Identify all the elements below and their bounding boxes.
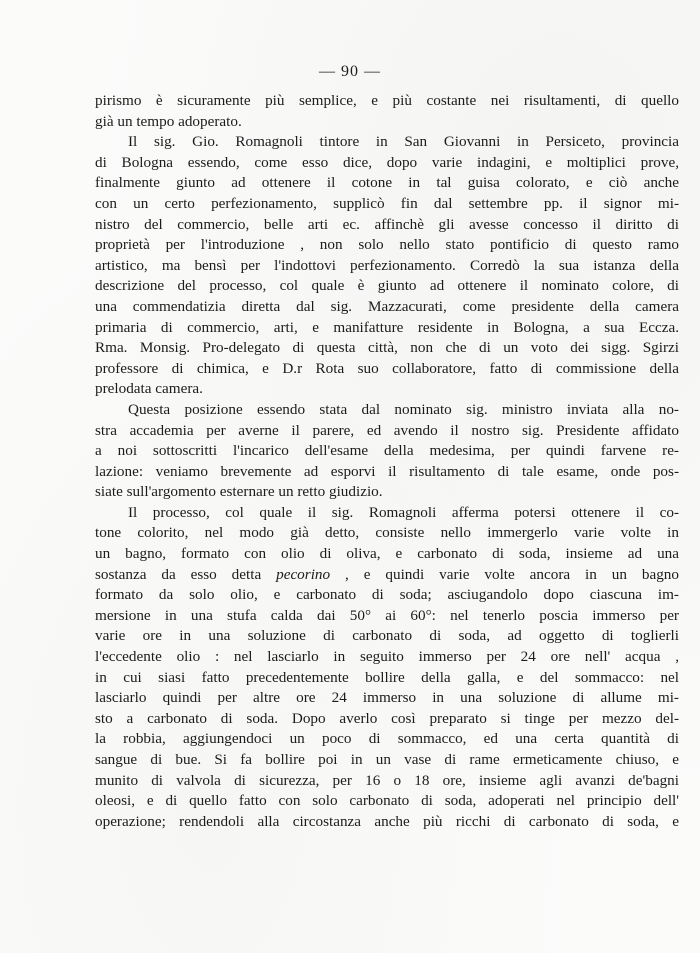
text-line: formato da solo olio, e carbonato di soda; asciugandolo dopo ciascuna im- — [95, 586, 679, 604]
text-line: lasciarlo quindi per altre ore 24 immerso in una soluzione di allume mi- — [95, 689, 679, 707]
text-span: sostanza da esso detta — [95, 565, 277, 583]
text-line: primaria di commercio, arti, e manifatture residente in Bologna, a sua Eccza. — [95, 318, 679, 336]
text-line: Il processo, col quale il sig. Romagnoli afferma potersi ottenere il co- — [128, 503, 679, 521]
text-span: , e quindi varie volte ancora in un bagno — [330, 565, 679, 583]
text-line: una commendatizia diretta dal sig. Mazzacurati, come presidente della camera — [95, 297, 679, 315]
text-line: nistro del commercio, belle arti ec. affinchè gli avesse concesso il diritto di — [95, 215, 679, 233]
text-line: oleosi, e di quello fatto con solo carbonato di soda, adoperati nel principio dell' — [95, 792, 679, 810]
text-line: proprietà per l'introduzione , non solo nello stato pontificio di questo ramo — [95, 236, 679, 254]
text-line: munito di valvola di sicurezza, per 16 o 18 ore, insieme agli avanzi de'bagni — [95, 771, 679, 789]
text-line: Questa posizione essendo stata dal nominato sig. ministro inviata alla no- — [128, 400, 679, 418]
text-line: un bagno, formato con olio di oliva, e carbonato di soda, insieme ad una — [95, 545, 679, 563]
text-line: tone colorito, nel modo già detto, consiste nello immergerlo varie volte in — [95, 524, 679, 542]
text-line: prelodata camera. — [95, 380, 203, 398]
text-line: mersione in una stufa calda dai 50° ai 60°: nel tenerlo poscia immerso per — [95, 606, 679, 624]
text-line — [95, 565, 679, 586]
text-line: di Bologna essendo, come esso dice, dopo varie indagini, e moltiplici prove, — [95, 153, 679, 171]
text-line: a noi sottoscritti l'incarico dell'esame della medesima, per quindi farvene re- — [95, 442, 679, 460]
text-line: sto a carbonato di soda. Dopo averlo così preparato si tinge per mezzo del- — [95, 709, 679, 727]
text-line: la robbia, aggiungendoci un poco di sommacco, ed una certa quantità di — [95, 730, 679, 748]
body-text — [95, 91, 679, 832]
text-line: già un tempo adoperato. — [95, 112, 242, 130]
text-line: pirismo è sicuramente più semplice, e più costante nei risultamenti, di quello — [95, 92, 679, 109]
text-line: con un certo perfezionamento, supplicò fin dal settembre pp. il signor mi- — [95, 194, 679, 212]
text-line: finalmente giunto ad ottenere il cotone in tal guisa colorato, e ciò anche — [95, 174, 679, 192]
text-line: professore di chimica, e D.r Rota suo collaboratore, fatto di commissione della — [95, 359, 679, 377]
text-line: siate sull'argomento esternare un retto giudizio. — [95, 483, 383, 501]
text-line: l'eccedente olio : nel lasciarlo in seguito immerso per 24 ore nell' acqua , — [95, 648, 679, 666]
italic-term: pecorino — [276, 565, 331, 583]
text-line: Il sig. Gio. Romagnoli tintore in San Giovanni in Persiceto, provincia — [128, 133, 679, 151]
text-line: varie ore in una soluzione di carbonato di soda, ad oggetto di toglierli — [95, 627, 679, 645]
text-line: artistico, ma bensì per l'indottovi perfezionamento. Corredò la sua istanza della — [95, 256, 679, 274]
text-line: Rma. Monsig. Pro-delegato di questa città, non che di un voto dei sigg. Sgirzi — [95, 339, 679, 357]
text-line: sangue di bue. Si fa bollire poi in un vase di rame ermeticamente chiuso, e — [95, 751, 679, 768]
text-line: in cui siasi fatto precedentemente bollire della galla, e del sommacco: nel — [95, 668, 679, 686]
page-number: — 90 — — [319, 63, 381, 80]
text-line: stra accademia per averne il parere, ed avendo il nostro sig. Presidente affidato — [95, 421, 679, 439]
text-line: lazione: veniamo brevemente ad esporvi il risultamento di tale esame, onde pos- — [95, 462, 679, 480]
text-line: operazione; rendendoli alla circostanza anche più ricchi di carbonato di soda, e — [95, 812, 679, 830]
text-line: descrizione del processo, col quale è giunto ad ottenere il nominato colore, di — [95, 277, 679, 295]
